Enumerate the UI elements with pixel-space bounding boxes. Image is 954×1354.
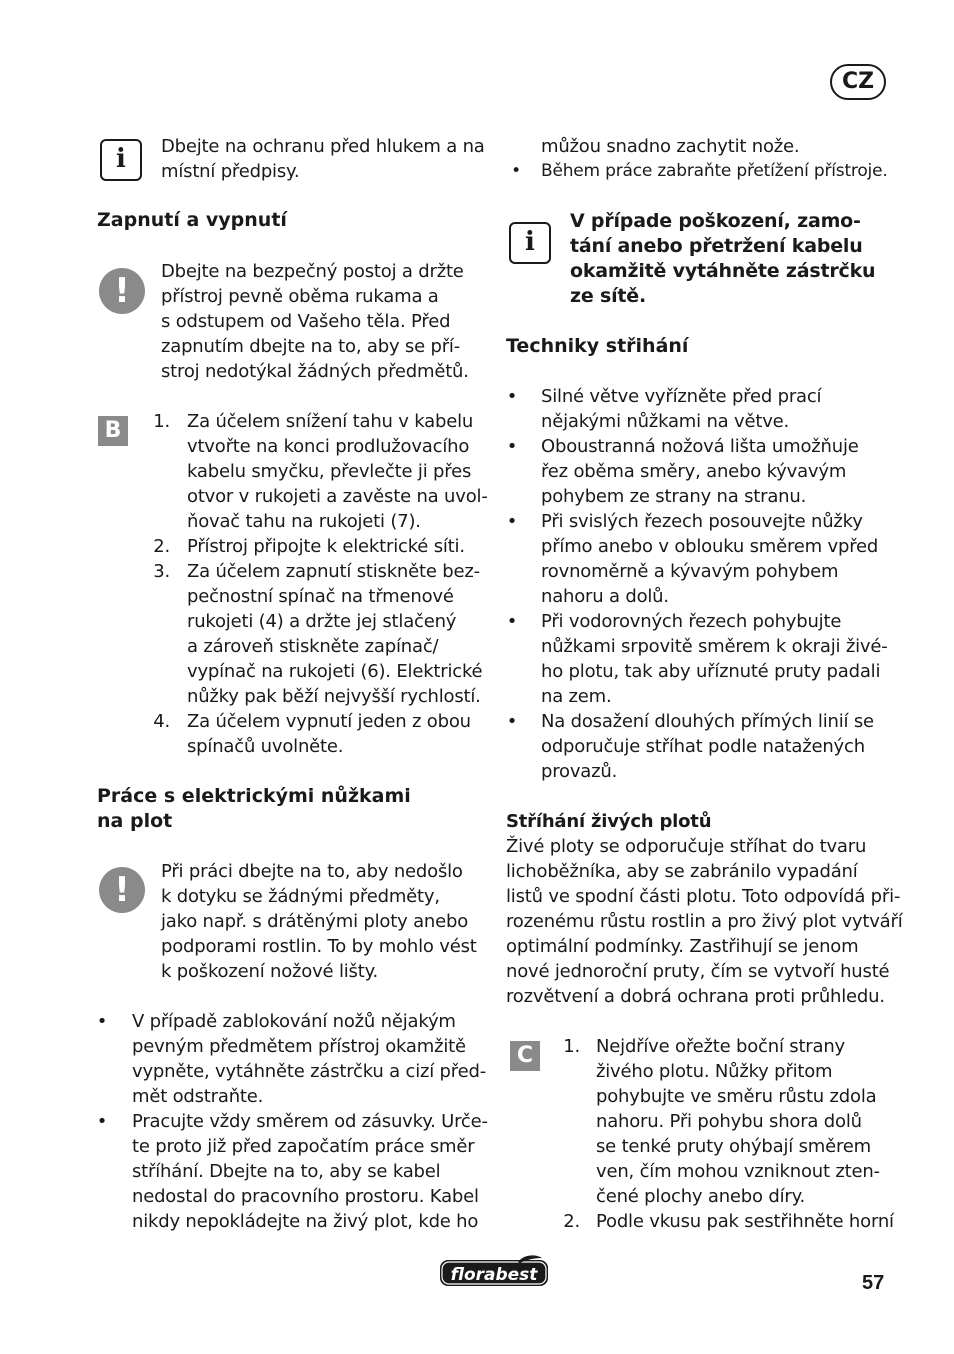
text-line: nové jednoroční pruty, čím se vytvoří husté bbox=[506, 961, 890, 982]
text-line: rozvětvení a dobrá ochrana proti průhledu. bbox=[506, 986, 885, 1007]
language-badge: CZ bbox=[830, 64, 886, 100]
text-line: rukojeti (4) a držte jej stlačený bbox=[187, 611, 457, 632]
bullet-icon: • bbox=[506, 711, 518, 732]
text-line: vtvořte na konci prodlužovacího bbox=[187, 436, 470, 457]
text-line: pohybujte ve směru růstu zdola bbox=[596, 1086, 877, 1107]
paragraph-hedge-shape bbox=[506, 834, 903, 1009]
text-line: Dbejte na bezpečný postoj a držte bbox=[161, 261, 464, 282]
text-line: te proto již před započatím práce směr bbox=[132, 1136, 475, 1157]
text-line: Nejdříve ořežte boční strany bbox=[596, 1036, 846, 1057]
heading-line: na plot bbox=[97, 810, 173, 832]
info-note-cable-damage bbox=[570, 209, 875, 309]
step-number: 1. bbox=[563, 1036, 580, 1057]
step-item bbox=[556, 1209, 896, 1234]
text-line: Při vodorovných řezech pohybujte bbox=[541, 611, 842, 632]
text-line: nějakými nůžkami na větve. bbox=[541, 411, 790, 432]
florabest-logo bbox=[438, 1254, 550, 1288]
figure-badge-b: B bbox=[98, 416, 128, 446]
text-line: nikdy nepokládejte na živý plot, kde ho bbox=[132, 1211, 479, 1232]
text-line: pohybem ze strany na stranu. bbox=[541, 486, 807, 507]
text-line: Přístroj připojte k elektrické síti. bbox=[187, 536, 465, 557]
text-line: místní předpisy. bbox=[161, 161, 300, 182]
step-item bbox=[146, 409, 486, 534]
text-line: Na dosažení dlouhých přímých linií se bbox=[541, 711, 874, 732]
info-icon: i bbox=[509, 222, 551, 264]
text-line: odporučuje stříhat podle natažených bbox=[541, 736, 865, 757]
text-line: ho plotu, tak aby uříznuté pruty padali bbox=[541, 661, 881, 682]
list-item bbox=[502, 709, 902, 784]
text-line: nůžky pak běží nejvyšší rychlostí. bbox=[187, 686, 481, 707]
list-item bbox=[92, 1009, 492, 1109]
heading-line: Práce s elektrickými nůžkami bbox=[97, 785, 411, 807]
warning-icon: ! bbox=[99, 867, 145, 913]
text-line: živého plotu. Nůžky přitom bbox=[596, 1061, 833, 1082]
warning-note-contact bbox=[161, 859, 477, 984]
bullet-list-right bbox=[502, 384, 902, 784]
info-icon: i bbox=[100, 139, 142, 181]
text-line: Při práci dbejte na to, aby nedošlo bbox=[161, 861, 463, 882]
bullet-icon: • bbox=[506, 386, 518, 407]
text-line: nedostal do pracovního prostoru. Kabel bbox=[132, 1186, 479, 1207]
text-line: přímo anebo v oblouku směrem vpřed bbox=[541, 536, 879, 557]
bullet-icon: • bbox=[96, 1111, 108, 1132]
text-line: Podle vkusu pak sestřihněte horní bbox=[596, 1211, 894, 1232]
heading-cutting-techniques: Techniky střihání bbox=[506, 335, 689, 357]
text-line: vypněte, vytáhněte zástrčku a cizí před- bbox=[132, 1061, 486, 1082]
text-line: mět odstraňte. bbox=[132, 1086, 264, 1107]
list-item bbox=[502, 434, 902, 509]
text-line: stroj nedotýkal žádných předmětů. bbox=[161, 361, 469, 382]
text-line: rovnoměrně a kývavým pohybem bbox=[541, 561, 839, 582]
text-line: vypínač na rukojeti (6). Elektrické bbox=[187, 661, 483, 682]
info-note-noise bbox=[161, 134, 485, 184]
text-line: čené plochy anebo díry. bbox=[596, 1186, 806, 1207]
text-line: tání anebo přetržení kabelu bbox=[570, 235, 863, 257]
text-line: nahoru. Při pohybu shora dolů bbox=[596, 1111, 862, 1132]
bullet-icon: • bbox=[511, 161, 521, 181]
text-line: nahoru a dolů. bbox=[541, 586, 669, 607]
text-line: Za účelem zapnutí stiskněte bez- bbox=[187, 561, 480, 582]
text-line: podporami rostlin. To by mohlo vést bbox=[161, 936, 477, 957]
text-line: Pracujte vždy směrem od zásuvky. Urče- bbox=[132, 1111, 488, 1132]
subheading-hedge-cutting: Stříhání živých plotů bbox=[506, 811, 712, 832]
text-line: Při svislých řezech posouvejte nůžky bbox=[541, 511, 863, 532]
bullet-icon: • bbox=[506, 436, 518, 457]
heading-working-with-shears bbox=[97, 784, 411, 834]
steps-list-left bbox=[146, 409, 486, 759]
text-line: s odstupem od Vašeho těla. Před bbox=[161, 311, 451, 332]
warning-icon: ! bbox=[99, 268, 145, 314]
page-number: 57 bbox=[862, 1272, 885, 1294]
text-line: nůžkami srpovitě směrem k okraji živé- bbox=[541, 636, 888, 657]
text-line: pevným předmětem přístroj okamžitě bbox=[132, 1036, 466, 1057]
text-line: zapnutím dbejte na to, aby se pří- bbox=[161, 336, 461, 357]
text-line: Během práce zabraňte přetížení přístroje. bbox=[541, 161, 888, 181]
text-line: optimální podmínky. Zastřihují se jenom bbox=[506, 936, 859, 957]
text-line: Za účelem snížení tahu v kabelu bbox=[187, 411, 474, 432]
text-line: a zároveň stiskněte zapínač/ bbox=[187, 636, 439, 657]
bullet-icon: • bbox=[506, 611, 518, 632]
text-line: k dotyku se žádnými předměty, bbox=[161, 886, 440, 907]
text-line: okamžitě vytáhněte zástrčku bbox=[570, 260, 876, 282]
text-line: kabelu smyčku, převlečte ji přes bbox=[187, 461, 472, 482]
text-line: provazů. bbox=[541, 761, 618, 782]
steps-list-right bbox=[556, 1034, 896, 1234]
text-line: Oboustranná nožová lišta umožňuje bbox=[541, 436, 859, 457]
text-line: se tenké pruty ohýbají směrem bbox=[596, 1136, 872, 1157]
text-line: lichoběžníka, aby se zabránilo vypadání bbox=[506, 861, 858, 882]
text-line: ven, čím mohou vzniknout zten- bbox=[596, 1161, 880, 1182]
step-item bbox=[146, 709, 486, 759]
text-line: jako např. s drátěnými ploty anebo bbox=[161, 911, 469, 932]
text-line: rozenému růstu rostlin a pro živý plot vytváří bbox=[506, 911, 903, 932]
text-line: Živé ploty se odporučuje stříhat do tvaru bbox=[506, 836, 867, 857]
step-number: 4. bbox=[153, 711, 170, 732]
step-number: 3. bbox=[153, 561, 170, 582]
text-line: přístroj pevně oběma rukama a bbox=[161, 286, 439, 307]
list-item bbox=[502, 609, 902, 709]
bullet-icon: • bbox=[96, 1011, 108, 1032]
text-line: řez oběma směry, anebo kývavým bbox=[541, 461, 847, 482]
step-item bbox=[146, 534, 486, 559]
list-item bbox=[502, 509, 902, 609]
text-line: spínačů uvolněte. bbox=[187, 736, 344, 757]
florabest-logo-graphic bbox=[438, 1254, 550, 1288]
text-line: pečnostní spínač na třmenové bbox=[187, 586, 454, 607]
text-line: listů ve spodní části plotu. Toto odpovídá při- bbox=[506, 886, 901, 907]
step-number: 2. bbox=[563, 1211, 580, 1232]
text-line: otvor v rukojeti a zavěste na uvol- bbox=[187, 486, 488, 507]
continued-text: můžou snadno zachytit nože. bbox=[541, 136, 800, 157]
text-line: V případe poškození, zamo- bbox=[570, 210, 861, 232]
text-line: Za účelem vypnutí jeden z obou bbox=[187, 711, 471, 732]
text-line: Silné větve vyřízněte před prací bbox=[541, 386, 822, 407]
text-line: V případě zablokování nožů nějakým bbox=[132, 1011, 456, 1032]
text-line: na zem. bbox=[541, 686, 612, 707]
text-line: k poškození nožové lišty. bbox=[161, 961, 378, 982]
step-number: 2. bbox=[153, 536, 170, 557]
figure-badge-c: C bbox=[510, 1041, 540, 1071]
text-line: Dbejte na ochranu před hlukem a na bbox=[161, 136, 485, 157]
logo-text: florabest bbox=[450, 1265, 538, 1285]
list-item bbox=[502, 384, 902, 434]
warning-note-stance bbox=[161, 259, 469, 384]
text-line: stříhání. Dbejte na to, aby se kabel bbox=[132, 1161, 441, 1182]
text-line: ňovač tahu na rukojeti (7). bbox=[187, 511, 421, 532]
bullet-list-left bbox=[92, 1009, 492, 1234]
heading-on-off: Zapnutí a vypnutí bbox=[97, 209, 287, 231]
text-line: ze sítě. bbox=[570, 285, 646, 307]
bullet-icon: • bbox=[506, 511, 518, 532]
step-item bbox=[556, 1034, 896, 1209]
step-item bbox=[146, 559, 486, 709]
bullet-item-overload bbox=[506, 159, 888, 184]
step-number: 1. bbox=[153, 411, 170, 432]
list-item bbox=[92, 1109, 492, 1234]
